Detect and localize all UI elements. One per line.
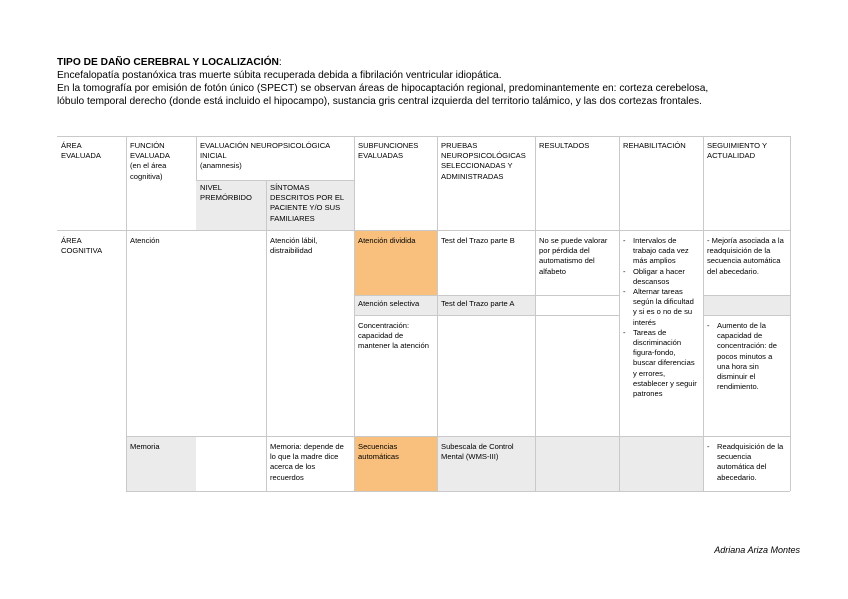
memoria-rehab-shade [619, 437, 703, 491]
funcion-atencion: Atención [130, 236, 160, 245]
author-footer: Adriana Ariza Montes [714, 545, 800, 555]
header-evaluacion [196, 138, 354, 180]
header-funcion-sub: (en el área cognitiva) [130, 161, 167, 181]
rehab-item: - Alternar tareas según la dificultad y si es o no de su interés [621, 287, 699, 328]
seguimiento-concentracion-list [705, 321, 786, 392]
sintomas-memoria: Memoria: depende de lo que la madre dice acerca de los recuerdos [270, 442, 344, 482]
seguimiento-atencion-dividida: - Mejoría asociada a la readquisición de la secuencia automática del abecedario. [707, 236, 784, 276]
rehabilitacion-atencion [619, 233, 703, 436]
intro-block [57, 56, 817, 108]
memoria-resultado-shade [535, 437, 619, 491]
rehab-item: - Intervalos de trabajo cada vez más amplios [621, 236, 699, 267]
header-area: ÁREA EVALUADA [61, 141, 101, 161]
header-pruebas: PRUEBAS NEUROPSICOLÓGICAS SELECCIONADAS Y ADMINISTRADAS [441, 141, 526, 181]
header-subfunciones: SUBFUNCIONES EVALUADAS [358, 141, 419, 161]
col-divider-8 [703, 136, 704, 491]
subfuncion-concentracion: Concentración: capacidad de mantener la atención [358, 321, 429, 351]
spect-text-line2: lóbulo temporal derecho (donde está incluido el hipocampo), sustancia gris central izquierda del territorio talámico, y las dos cortezas frontales. [57, 96, 702, 107]
diagnosis-text: Encefalopatía postanóxica tras muerte súbita recuperada debida a fibrilación ventricular idiopática. [57, 70, 502, 81]
subfuncion-atencion-dividida: Atención dividida [358, 236, 416, 245]
document-title: TIPO DE DAÑO CEREBRAL Y LOCALIZACIÓN: [57, 57, 282, 68]
seguimiento-item: - Readquisición de la secuencia automática del abecedario. [705, 442, 786, 483]
header-bottom-border [57, 230, 790, 231]
row-divider-memoria [126, 436, 790, 437]
seguimiento-selectiva-shade [703, 295, 790, 315]
subfuncion-secuencias: Secuencias automáticas [358, 442, 399, 462]
resultado-trazo-b: No se puede valorar por pérdida del automatismo del alfabeto [539, 236, 608, 276]
header-nivel: NIVEL PREMÓRBIDO [200, 183, 252, 203]
prueba-trazo-a: Test del Trazo parte A [441, 299, 515, 308]
subfuncion-atencion-selectiva: Atención selectiva [358, 299, 420, 308]
prueba-trazo-b: Test del Trazo parte B [441, 236, 515, 245]
header-funcion [126, 138, 196, 198]
header-seguimiento: SEGUIMIENTO Y ACTUALIDAD [707, 141, 767, 161]
col-divider-6 [535, 136, 536, 491]
funcion-memoria: Memoria [130, 442, 160, 451]
row-divider-2b [703, 315, 790, 316]
table-top-border [57, 136, 790, 137]
seguimiento-concentracion [703, 318, 790, 418]
rehab-item: - Tareas de discriminación figura-fondo, buscar diferencias y errores, establecer y seguir patrones [621, 328, 699, 399]
row-divider-2 [354, 315, 619, 316]
rehab-item: - Obligar a hacer descansos [621, 267, 699, 287]
prueba-control-mental: Subescala de Control Mental (WMS-III) [441, 442, 514, 462]
header-rehabilitacion: REHABILITACIÓN [623, 141, 686, 150]
seguimiento-memoria-list [705, 442, 786, 483]
header-funcion-label: FUNCIÓN EVALUADA [130, 141, 170, 161]
table-right-border [790, 136, 791, 491]
header-sintomas: SÍNTOMAS DESCRITOS POR EL PACIENTE Y/O SUS FAMILIARES [270, 183, 344, 223]
spect-text-line1: En la tomografía por emisión de fotón único (SPECT) se observan áreas de hipocaptación regional, predominantemente en: corteza cerebelosa, [57, 83, 709, 94]
header-evaluacion-sub: (anamnesis) [200, 161, 242, 171]
area-cognitiva: ÁREA COGNITIVA [61, 236, 103, 256]
seguimiento-memoria [703, 439, 790, 491]
rehab-list [621, 236, 699, 399]
header-resultados: RESULTADOS [539, 141, 590, 150]
row-divider-1b [703, 295, 790, 296]
table-bottom-border [126, 491, 790, 492]
seguimiento-item: - Aumento de la capacidad de concentración: de pocos minutos a una hora sin disminuir el rendimiento. [705, 321, 786, 392]
sintomas-atencion: Atención lábil, distraibilidad [270, 236, 318, 256]
header-evaluacion-label: EVALUACIÓN NEUROPSICOLÓGICA INICIAL [200, 141, 330, 161]
